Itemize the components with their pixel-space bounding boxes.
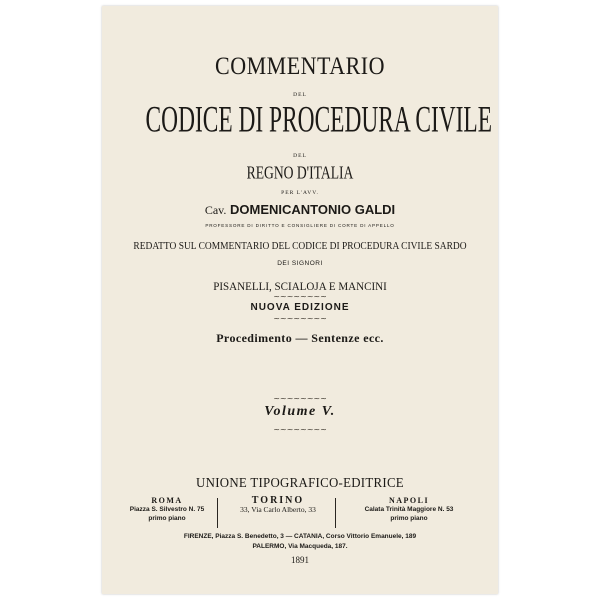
subject-line: Procedimento — Sentenze ecc. <box>216 331 384 345</box>
connector-del-2: DEL <box>293 153 307 159</box>
per-avv: PER L'AVV. <box>281 190 319 196</box>
publisher-addresses <box>102 496 498 530</box>
author-profession: PROFESSORE DI DIRITTO E CONSIGLIERE DI CORTE DI APPELLO <box>205 223 395 228</box>
author-honorific: Cav. <box>204 203 227 217</box>
address-napoli: NAPOLI Calata Trinità Maggiore N. 53 primo piano <box>364 496 454 522</box>
original-authors: PISANELLI, SCIALOJA E MANCINI <box>213 279 387 293</box>
ornament-rule: ~~~~~~~~ <box>273 292 327 301</box>
ornament-rule: ~~~~~~~~ <box>273 394 327 403</box>
address-firenze-catania: FIRENZE, Piazza S. Benedetto, 3 — CATANIA, Corso Vittorio Emanuele, 189 <box>183 533 417 540</box>
address-roma: ROMA Piazza S. Silvestro N. 75 primo piano <box>129 496 205 522</box>
title-page <box>102 6 498 594</box>
edition-label: NUOVA EDIZIONE <box>250 302 350 313</box>
address-palermo: PALERMO, Via Macqueda, 187. <box>252 543 348 550</box>
author-fullname: DOMENICANTONIO GALDI <box>230 202 396 217</box>
ornament-rule: ~~~~~~~~ <box>273 314 327 323</box>
address-torino: TORINO 33, Via Carlo Alberto, 33 <box>240 495 316 514</box>
redatto-line: REDATTO SUL COMMENTARIO DEL CODICE DI PROCEDURA CIVILE SARDO <box>133 240 467 252</box>
publisher-name: UNIONE TIPOGRAFICO-EDITRICE <box>196 476 404 491</box>
title-codice: CODICE DI PROCEDURA CIVILE <box>145 98 493 140</box>
title-regno: REGNO D'ITALIA <box>246 164 354 183</box>
ornament-rule: ~~~~~~~~ <box>273 425 327 434</box>
dei-signori: DEI SIGNORI <box>277 260 323 267</box>
publication-year: 1891 <box>291 555 309 565</box>
connector-del-1: DEL <box>293 92 307 98</box>
volume-label: Volume V. <box>264 404 336 419</box>
title-commentario: COMMENTARIO <box>215 51 385 80</box>
author-name <box>102 202 498 218</box>
